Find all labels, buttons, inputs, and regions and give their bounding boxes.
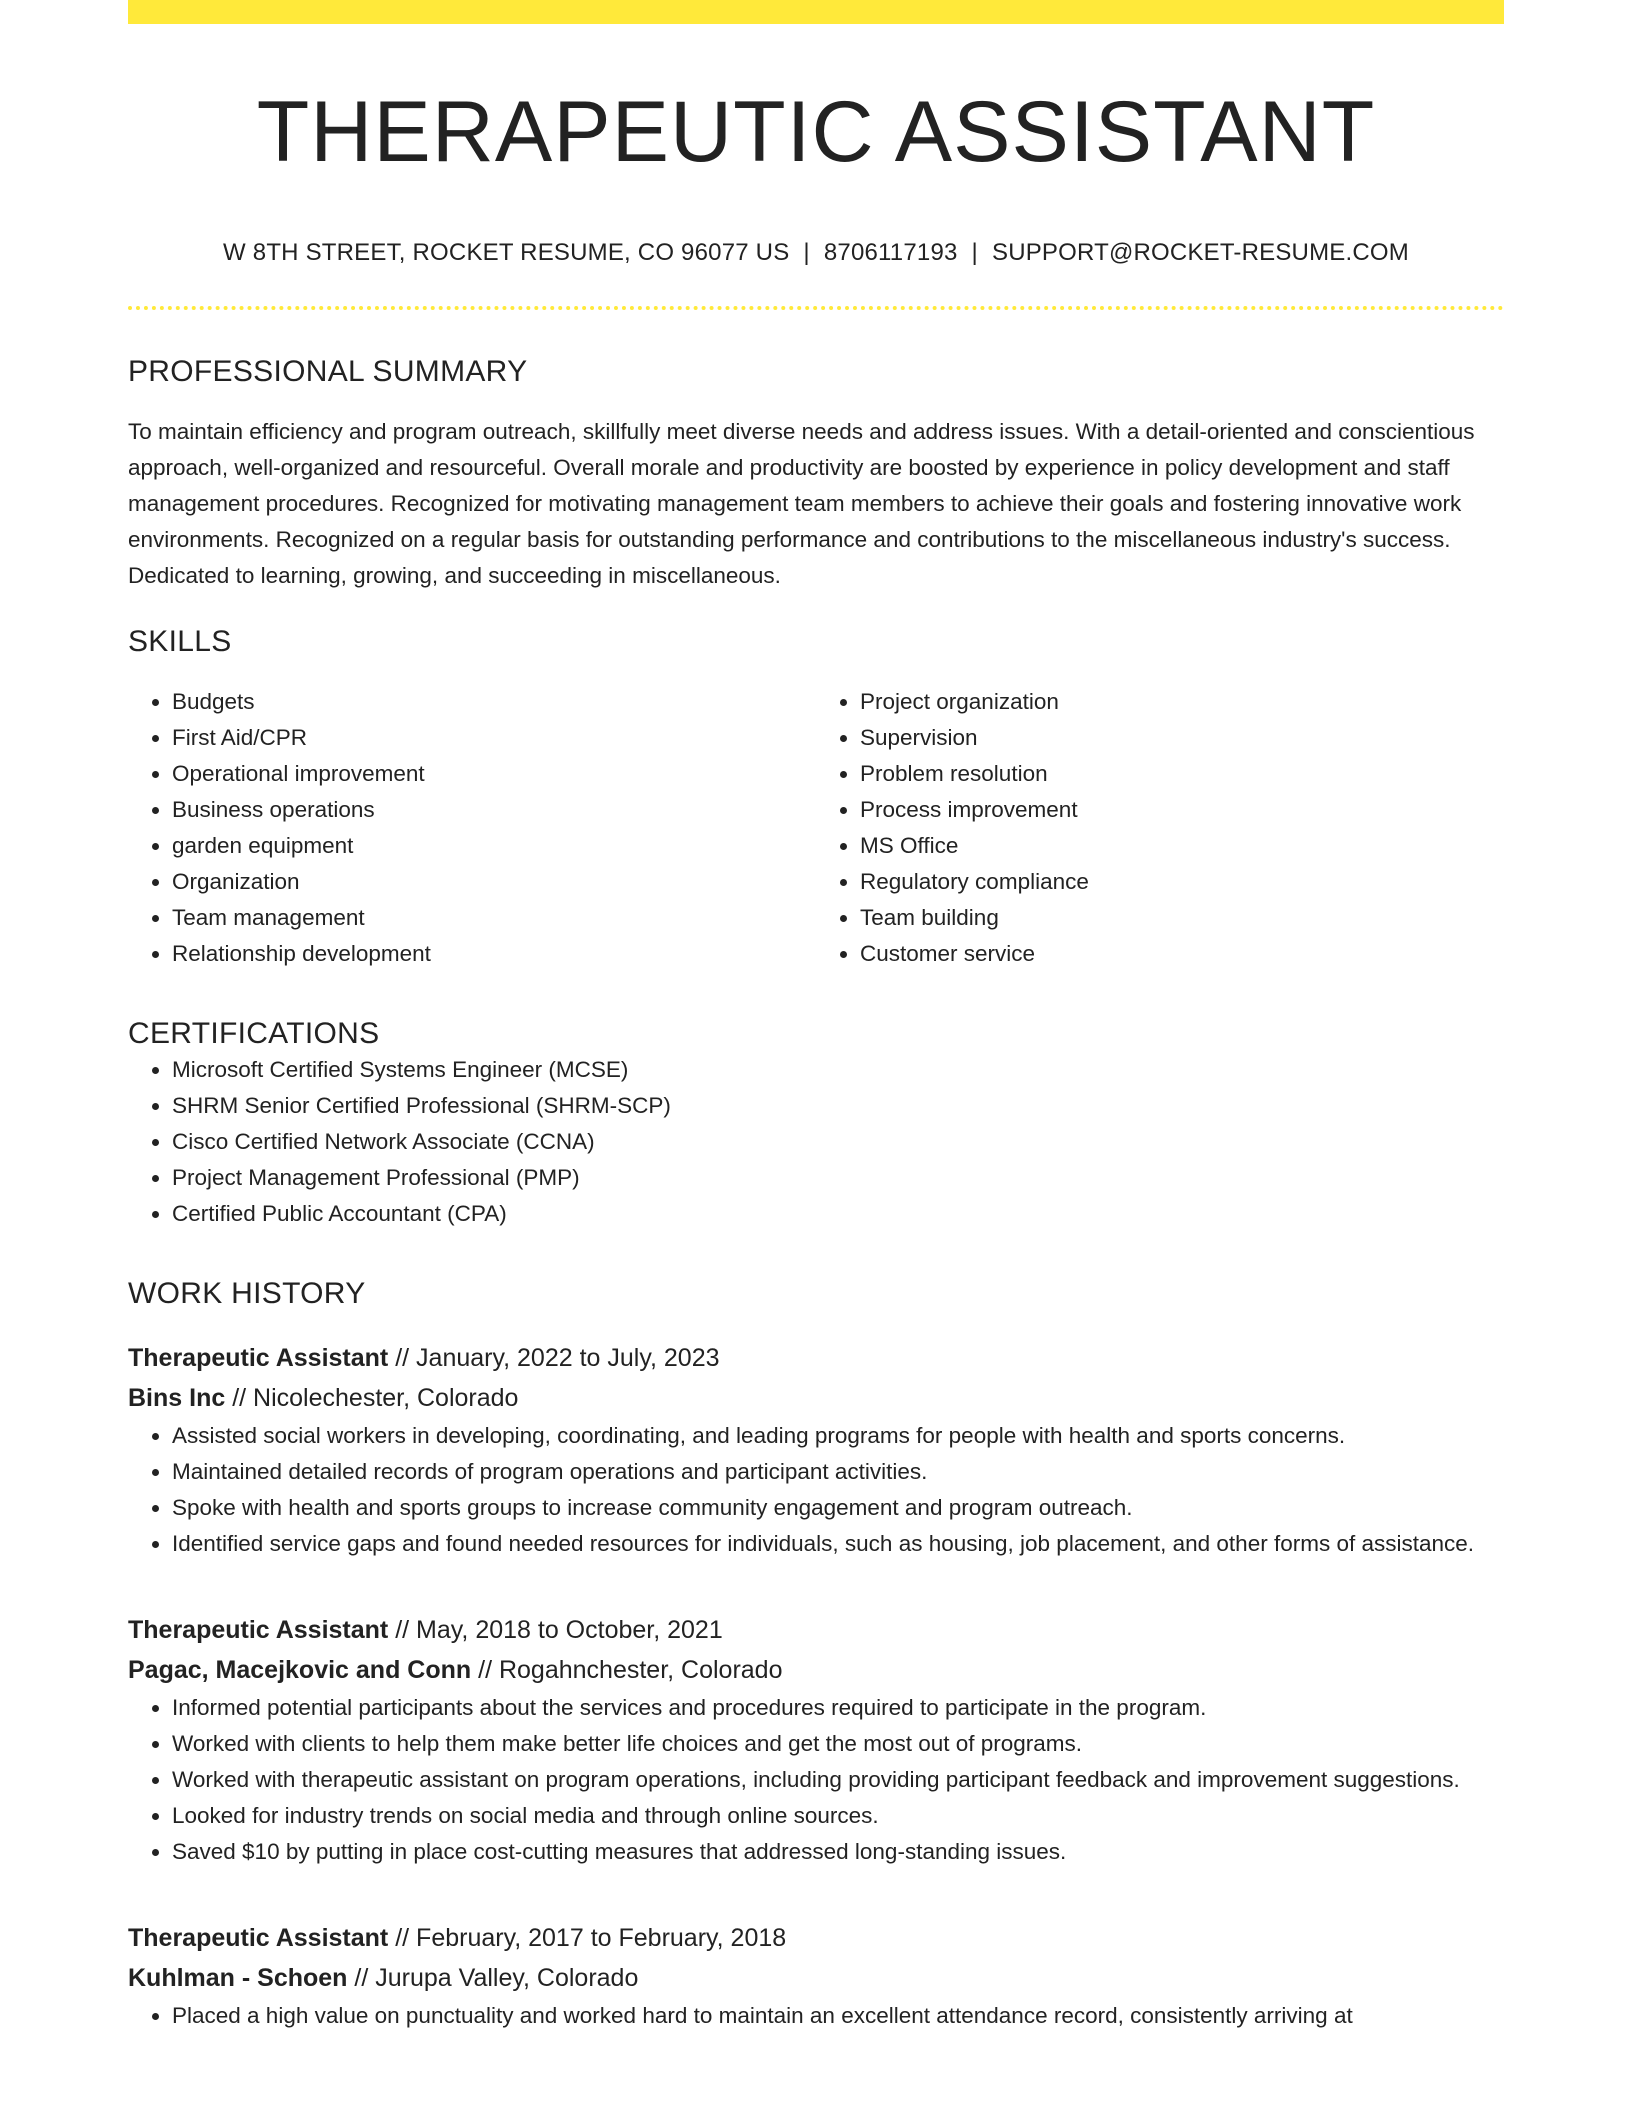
- job-company: Pagac, Macejkovic and Conn: [128, 1656, 472, 1684]
- skill-item: • Problem resolution: [860, 756, 1504, 792]
- accent-bar: [128, 0, 1504, 24]
- job-bullet: • Informed potential participants about the services and procedures required to participate in the program.: [172, 1690, 1504, 1726]
- job-role-line: [128, 1338, 1504, 1378]
- skill-item: • garden equipment: [172, 828, 816, 864]
- job-entry: [128, 1338, 1504, 1562]
- job-company: Kuhlman - Schoen: [128, 1964, 348, 1992]
- job-location: // Rogahnchester, Colorado: [478, 1656, 783, 1684]
- certification-item: • Certified Public Accountant (CPA): [172, 1196, 1504, 1232]
- job-bullet: • Maintained detailed records of program operations and participant activities.: [172, 1454, 1504, 1490]
- job-entry: [128, 1610, 1504, 1870]
- skill-item: • Team management: [172, 900, 816, 936]
- certifications-heading: CERTIFICATIONS: [128, 1017, 380, 1050]
- skill-item: • Team building: [860, 900, 1504, 936]
- job-company-line: [128, 1650, 1504, 1690]
- certification-item: • SHRM Senior Certified Professional (SHRM-SCP): [172, 1088, 1504, 1124]
- skill-item: • Customer service: [860, 936, 1504, 972]
- skill-item: • MS Office: [860, 828, 1504, 864]
- job-location: // Nicolechester, Colorado: [232, 1384, 519, 1412]
- skill-item: • Relationship development: [172, 936, 816, 972]
- job-bullet: • Spoke with health and sports groups to increase community engagement and program outreach.: [172, 1490, 1504, 1526]
- skill-item: • Project organization: [860, 684, 1504, 720]
- job-entry: [128, 1918, 1504, 2034]
- skill-item: • First Aid/CPR: [172, 720, 816, 756]
- job-dates: // February, 2017 to February, 2018: [395, 1924, 787, 1952]
- job-company: Bins Inc: [128, 1384, 226, 1412]
- job-bullet: • Looked for industry trends on social media and through online sources.: [172, 1798, 1504, 1834]
- skill-item: • Supervision: [860, 720, 1504, 756]
- job-bullet: • Saved $10 by putting in place cost-cutting measures that addressed long-standing issues.: [172, 1834, 1504, 1870]
- job-bullet: • Assisted social workers in developing, coordinating, and leading programs for people with health and sports concerns.: [172, 1418, 1504, 1454]
- skill-item: • Regulatory compliance: [860, 864, 1504, 900]
- contact-separator: |: [971, 239, 978, 266]
- summary-text: To maintain efficiency and program outreach, skillfully meet diverse needs and address issues. With a detail-oriented and conscientious approach, well-organized and resourceful. Overall morale and productivity are boosted by experience in policy development and staff management procedures. Recognized for motivating management team members to achieve their goals and fostering innovative work environments. Recognized on a regular basis for outstanding performance and contributions to the miscellaneous industry's success. Dedicated to learning, growing, and succeeding in miscellaneous.: [128, 419, 1475, 588]
- job-role: Therapeutic Assistant: [128, 1616, 389, 1644]
- job-role: Therapeutic Assistant: [128, 1924, 389, 1952]
- job-company-line: [128, 1378, 1504, 1418]
- contact-phone: 8706117193: [823, 239, 958, 266]
- work-history-heading: WORK HISTORY: [128, 1277, 366, 1310]
- contact-line: [128, 238, 1504, 268]
- skill-item: • Process improvement: [860, 792, 1504, 828]
- job-role: Therapeutic Assistant: [128, 1344, 389, 1372]
- job-bullet: • Worked with clients to help them make better life choices and get the most out of programs.: [172, 1726, 1504, 1762]
- skill-item: • Budgets: [172, 684, 816, 720]
- job-bullets: [128, 1998, 1504, 2034]
- skills-list-left: [128, 684, 816, 972]
- resume-content: [128, 24, 1504, 2034]
- skill-item: • Business operations: [172, 792, 816, 828]
- skills-columns: [128, 684, 1504, 972]
- contact-email: SUPPORT@ROCKET-RESUME.COM: [991, 239, 1409, 266]
- job-bullet: • Placed a high value on punctuality and worked hard to maintain an excellent attendance record, consistently arriving at: [172, 1998, 1504, 2034]
- job-dates: // January, 2022 to July, 2023: [395, 1344, 720, 1372]
- skills-heading: SKILLS: [128, 625, 232, 658]
- job-bullet: • Worked with therapeutic assistant on program operations, including providing participant feedback and improvement suggestions.: [172, 1762, 1504, 1798]
- job-bullets: [128, 1690, 1504, 1870]
- summary-heading: PROFESSIONAL SUMMARY: [128, 355, 528, 388]
- candidate-title: THERAPEUTIC ASSISTANT: [256, 84, 1376, 180]
- dotted-divider: [128, 306, 1504, 310]
- skills-list-right: [816, 684, 1504, 972]
- job-company-line: [128, 1958, 1504, 1998]
- contact-separator: |: [803, 239, 810, 266]
- job-bullets: [128, 1418, 1504, 1562]
- job-role-line: [128, 1918, 1504, 1958]
- job-dates: // May, 2018 to October, 2021: [395, 1616, 723, 1644]
- certification-item: • Project Management Professional (PMP): [172, 1160, 1504, 1196]
- job-bullet: • Identified service gaps and found needed resources for individuals, such as housing, job placement, and other forms of assistance.: [172, 1526, 1504, 1562]
- job-role-line: [128, 1610, 1504, 1650]
- skill-item: • Operational improvement: [172, 756, 816, 792]
- certification-item: • Cisco Certified Network Associate (CCNA): [172, 1124, 1504, 1160]
- work-history-list: [128, 1338, 1504, 2034]
- certifications-list: [128, 1052, 1504, 1232]
- certification-item: • Microsoft Certified Systems Engineer (MCSE): [172, 1052, 1504, 1088]
- skill-item: • Organization: [172, 864, 816, 900]
- contact-address: W 8TH STREET, ROCKET RESUME, CO 96077 US: [223, 239, 790, 266]
- job-location: // Jurupa Valley, Colorado: [354, 1964, 639, 1992]
